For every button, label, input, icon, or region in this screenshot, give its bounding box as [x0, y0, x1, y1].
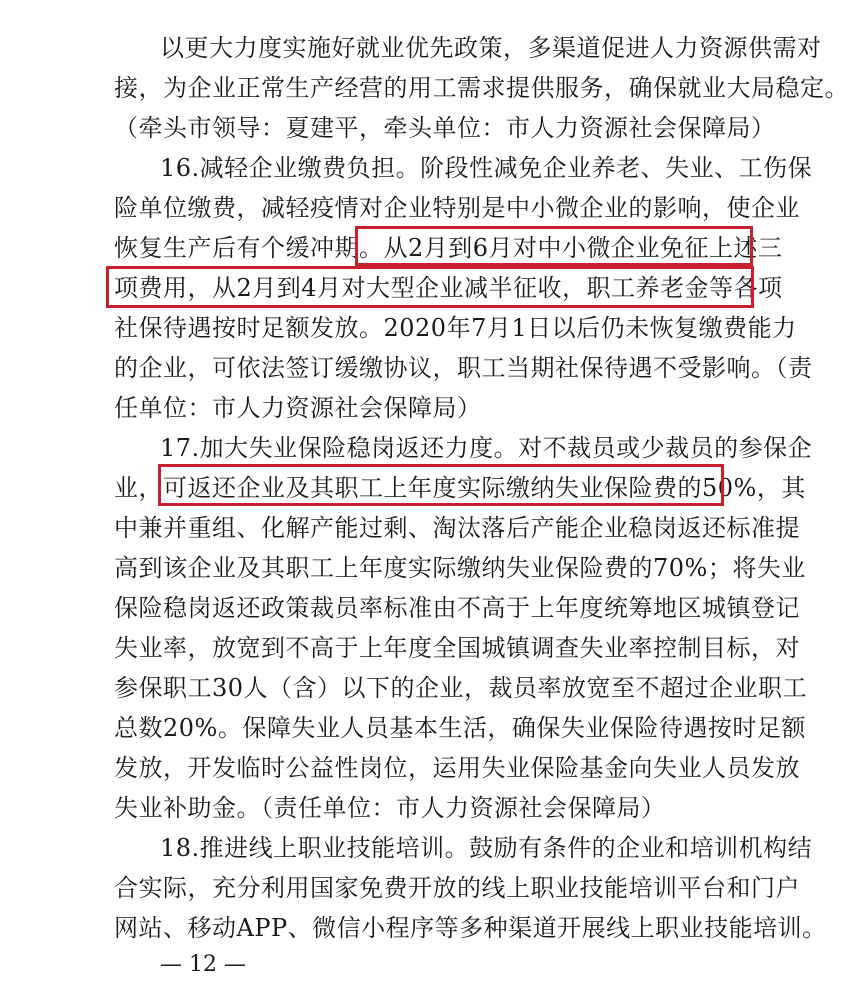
text-line: 恢复生产后有个缓冲期。从2月到6月对中小微企业免征上述三	[114, 234, 783, 262]
text-line: 高到该企业及其职工上年度实际缴纳失业保险费的70%；将失业	[114, 554, 806, 582]
text-line: 18.推进线上职业技能培训。鼓励有条件的企业和培训机构结	[160, 834, 813, 862]
text-line: 业，可返还企业及其职工上年度实际缴纳失业保险费的50%，其	[114, 474, 806, 502]
page-number: — 12 —	[160, 952, 246, 977]
text-line: 接，为企业正常生产经营的用工需求提供服务，确保就业大局稳定。	[114, 74, 849, 102]
text-line: 发放，开发临时公益性岗位，运用失业保险基金向失业人员发放	[114, 754, 800, 782]
text-line: 17.加大失业保险稳岗返还力度。对不裁员或少裁员的参保企	[160, 434, 813, 462]
text-line: 险单位缴费，减轻疫情对企业特别是中小微企业的影响，使企业	[114, 194, 800, 222]
text-line: 的企业，可依法签订缓缴协议，职工当期社保待遇不受影响。（责	[114, 354, 813, 382]
text-line: 保险稳岗返还政策裁员率标准由不高于上年度统筹地区城镇登记	[114, 594, 800, 622]
text-line: 16.减轻企业缴费负担。阶段性减免企业养老、失业、工伤保	[160, 154, 813, 182]
text-line: 项费用，从2月到4月对大型企业减半征收，职工养老金等各项	[114, 274, 783, 302]
highlight-box	[355, 226, 753, 266]
text-line: 以更大力度实施好就业优先政策，多渠道促进人力资源供需对	[160, 34, 822, 62]
highlight-box	[158, 464, 724, 506]
text-line: 失业补助金。（责任单位：市人力资源社会保障局）	[114, 794, 666, 822]
text-line: 失业率，放宽到不高于上年度全国城镇调查失业率控制目标，对	[114, 634, 800, 662]
text-line: 合实际，充分利用国家免费开放的线上职业技能培训平台和门户	[114, 874, 800, 902]
text-line: 社保待遇按时足额发放。2020年7月1日以后仍未恢复缴费能力	[114, 314, 797, 342]
text-line: 网站、移动APP、微信小程序等多种渠道开展线上职业技能培训。	[114, 914, 827, 942]
text-line: 中兼并重组、化解产能过剩、淘汰落后产能企业稳岗返还标准提	[114, 514, 800, 542]
text-line: 任单位：市人力资源社会保障局）	[114, 394, 482, 422]
text-line: 总数20%。保障失业人员基本生活，确保失业保险待遇按时足额	[114, 714, 806, 742]
highlight-box	[106, 266, 783, 308]
text-line: 参保职工30人（含）以下的企业，裁员率放宽至不超过企业职工	[114, 674, 808, 702]
text-line: （牵头市领导：夏建平，牵头单位：市人力资源社会保障局）	[114, 114, 776, 142]
